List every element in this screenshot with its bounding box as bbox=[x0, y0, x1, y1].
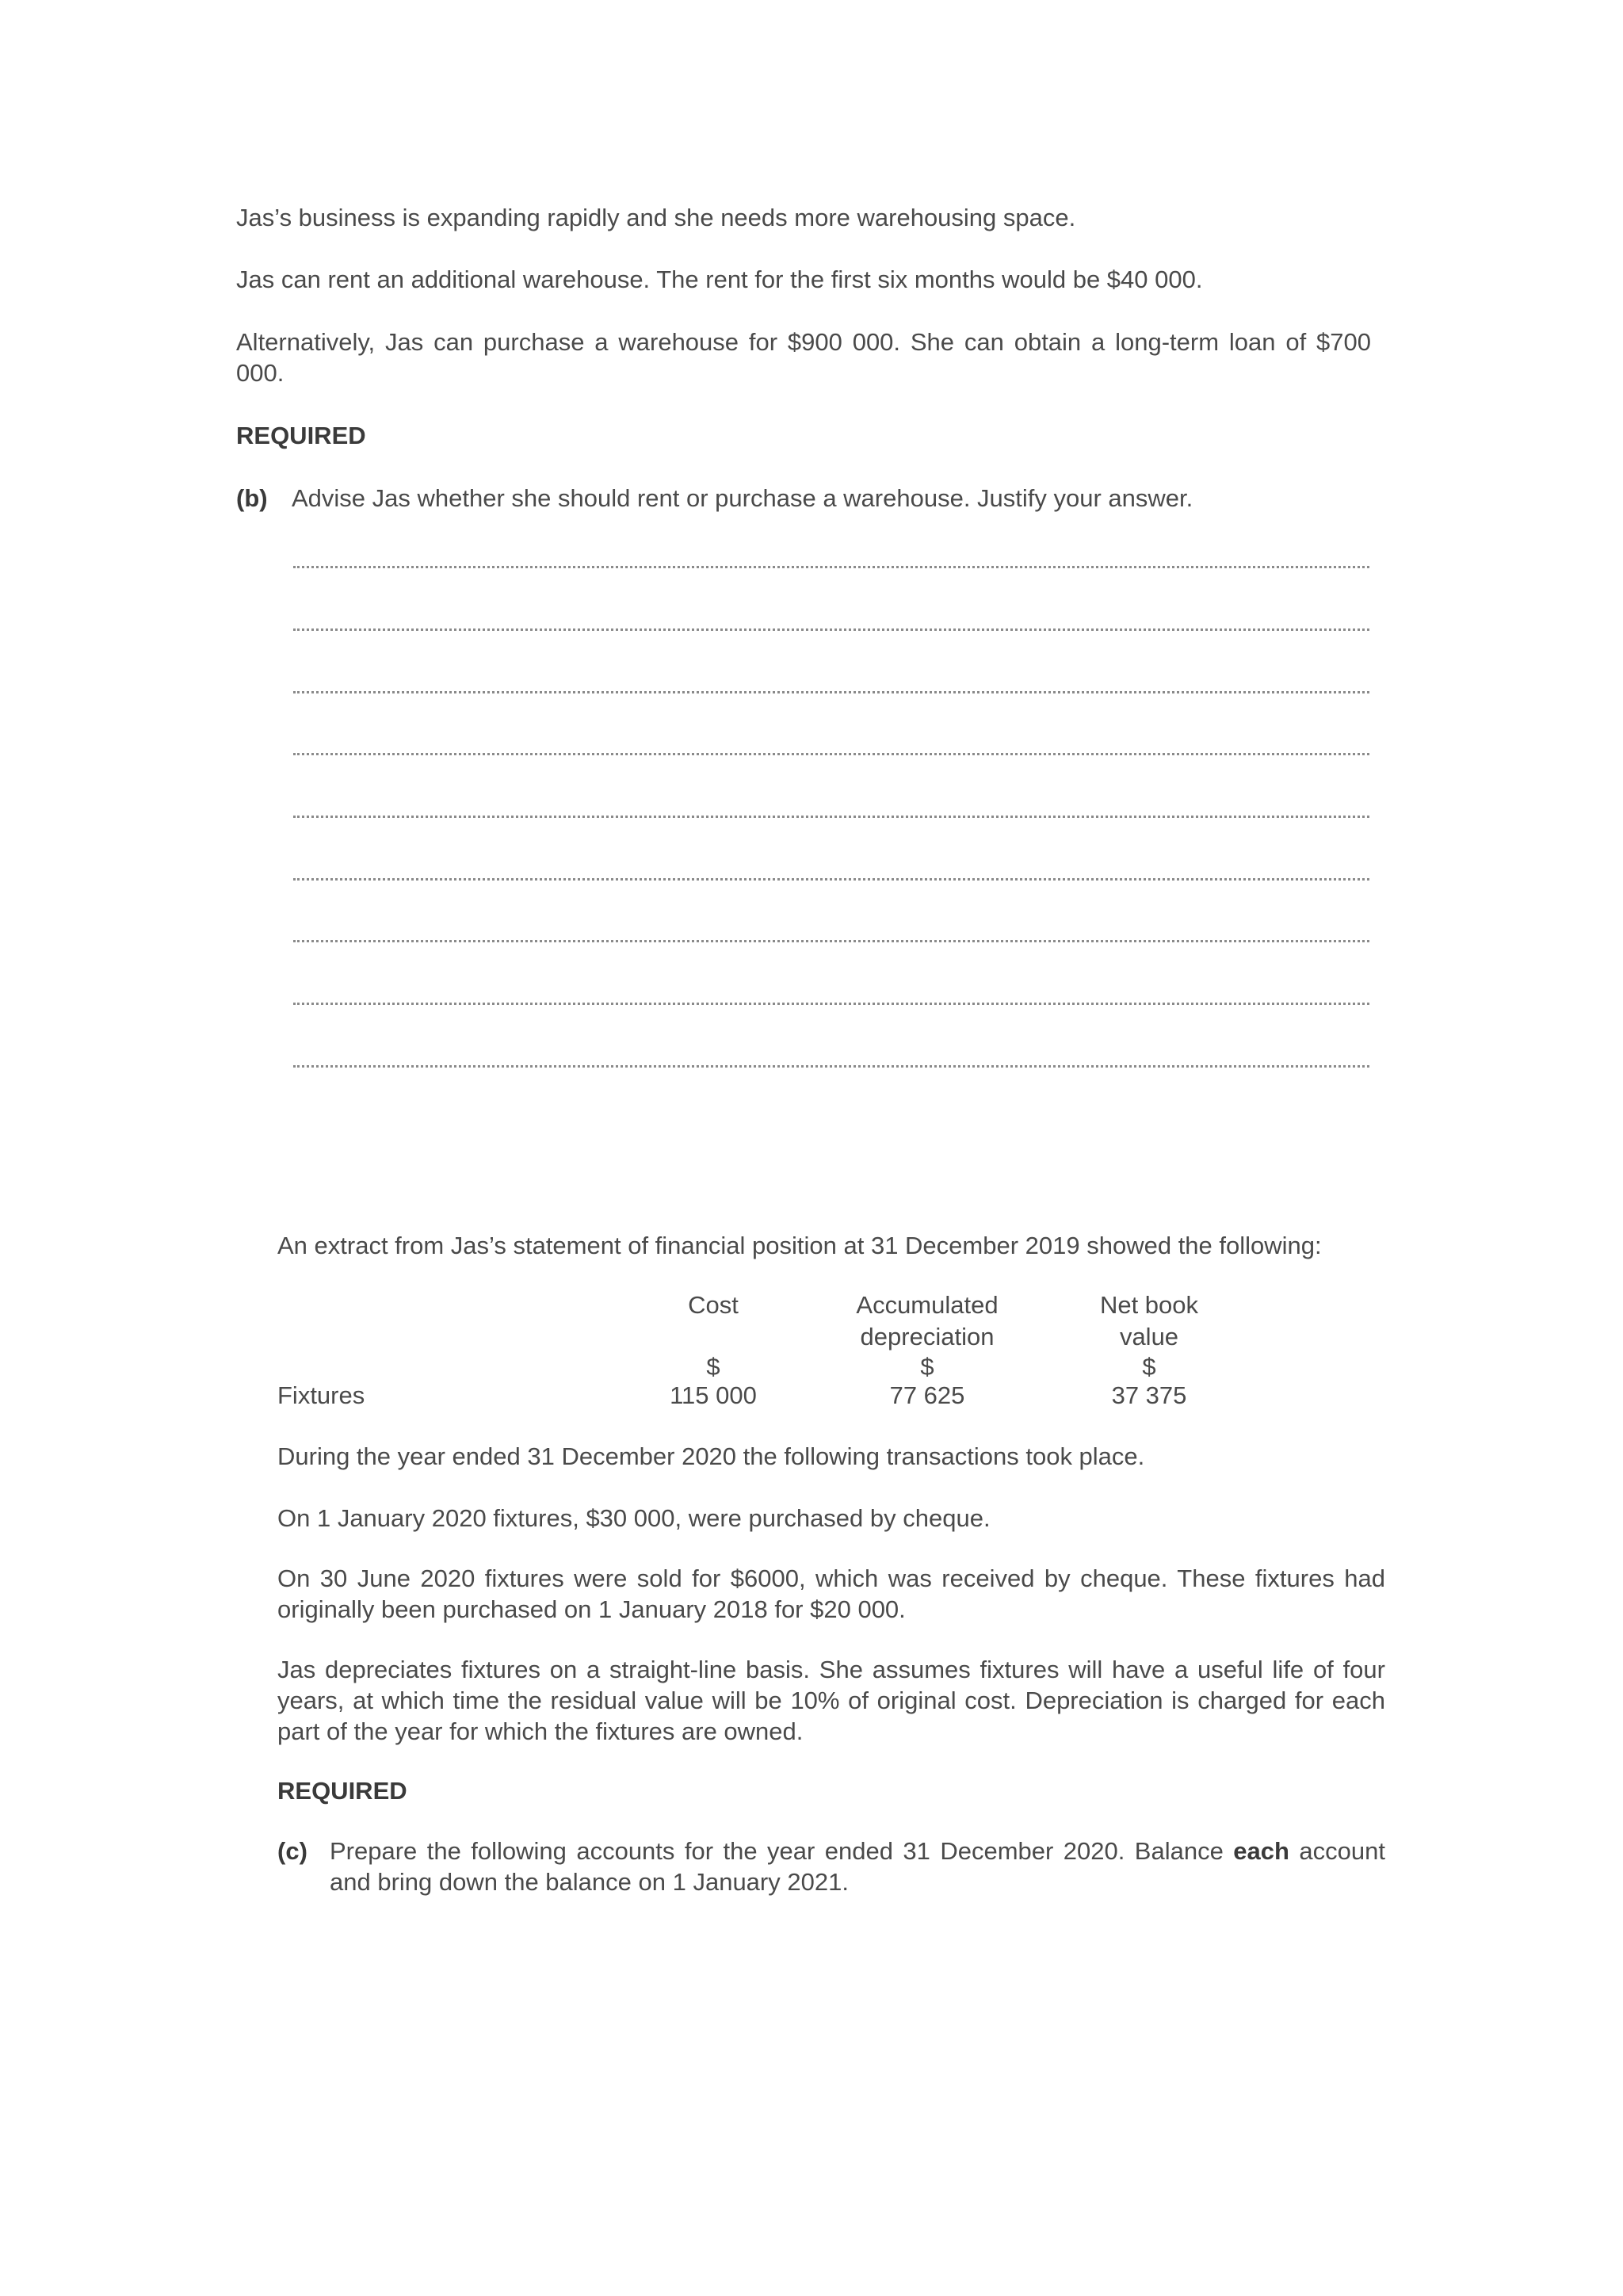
question-c-text-part2: account and bring down the balance on 1 January 2021. bbox=[330, 1837, 1385, 1896]
answer-line[interactable] bbox=[293, 816, 1369, 818]
col-header-net-book: Net book bbox=[1099, 1291, 1199, 1319]
row-label-fixtures: Fixtures bbox=[277, 1381, 365, 1409]
col-header-depreciation: depreciation bbox=[860, 1323, 995, 1350]
cell-nbv-value: 37 375 bbox=[1111, 1381, 1187, 1409]
paragraph-year-transactions bbox=[277, 1441, 1385, 1472]
answer-line[interactable] bbox=[293, 628, 1369, 631]
paragraph-depreciation-policy bbox=[277, 1654, 1385, 1747]
question-c-text bbox=[330, 1836, 1385, 1897]
answer-line[interactable] bbox=[293, 1003, 1369, 1005]
text-year-transactions: During the year ended 31 December 2020 the following transactions took place. bbox=[277, 1442, 1145, 1470]
answer-line[interactable] bbox=[293, 940, 1369, 942]
question-c-emphasis: each bbox=[1233, 1837, 1289, 1865]
text-purchase: On 1 January 2020 fixtures, $30 000, were purchased by cheque. bbox=[277, 1504, 991, 1532]
currency-nbv: $ bbox=[1142, 1353, 1156, 1381]
question-c-label: (c) bbox=[277, 1837, 307, 1865]
text-rent-option: Jas can rent an additional warehouse. The rent for the first six months would be $40 000. bbox=[236, 266, 1203, 293]
question-b-text: Advise Jas whether she should rent or purchase a warehouse. Justify your answer. bbox=[292, 484, 1193, 512]
paragraph-sale bbox=[277, 1563, 1385, 1625]
required-heading-1: REQUIRED bbox=[236, 422, 366, 449]
question-c-text-part1: Prepare the following accounts for the year ended 31 December 2020. Balance bbox=[330, 1837, 1224, 1865]
answer-line[interactable] bbox=[293, 878, 1369, 881]
text-purchase-option: Alternatively, Jas can purchase a warehouse for $900 000. She can obtain a long-term loan of $700 000. bbox=[236, 328, 1371, 387]
paragraph-purchase bbox=[277, 1503, 1385, 1534]
text-extract-intro: An extract from Jas’s statement of financial position at 31 December 2019 showed the following: bbox=[277, 1232, 1322, 1259]
col-header-cost: Cost bbox=[688, 1291, 739, 1319]
answer-line[interactable] bbox=[293, 753, 1369, 755]
answer-line[interactable] bbox=[293, 566, 1369, 568]
text-business-expanding: Jas’s business is expanding rapidly and she needs more warehousing space. bbox=[236, 204, 1076, 231]
text-depreciation-policy: Jas depreciates fixtures on a straight-line basis. She assumes fixtures will have a useful life of four years, at which time the residual value will be 10% of original cost. Depreciation is charged for each part of the year for which the fixtures are owned. bbox=[277, 1656, 1385, 1745]
answer-line[interactable] bbox=[293, 1065, 1369, 1068]
currency-accdep: $ bbox=[920, 1353, 934, 1381]
paragraph-business-expanding bbox=[236, 202, 1371, 233]
paragraph-purchase-option bbox=[236, 327, 1371, 388]
required-heading-2: REQUIRED bbox=[277, 1777, 407, 1805]
currency-cost: $ bbox=[706, 1353, 720, 1381]
col-header-accumulated: Accumulated bbox=[856, 1291, 999, 1319]
cell-cost-value: 115 000 bbox=[670, 1381, 757, 1409]
cell-accdep-value: 77 625 bbox=[889, 1381, 965, 1409]
paragraph-extract-intro bbox=[277, 1230, 1385, 1261]
paragraph-rent-option bbox=[236, 264, 1371, 295]
question-b-label: (b) bbox=[236, 484, 268, 512]
answer-line[interactable] bbox=[293, 691, 1369, 693]
text-sale: On 30 June 2020 fixtures were sold for $6000, which was received by cheque. These fixtures had originally been purchased on 1 January 2018 for $20 000. bbox=[277, 1564, 1385, 1623]
col-header-value: value bbox=[1119, 1323, 1179, 1350]
